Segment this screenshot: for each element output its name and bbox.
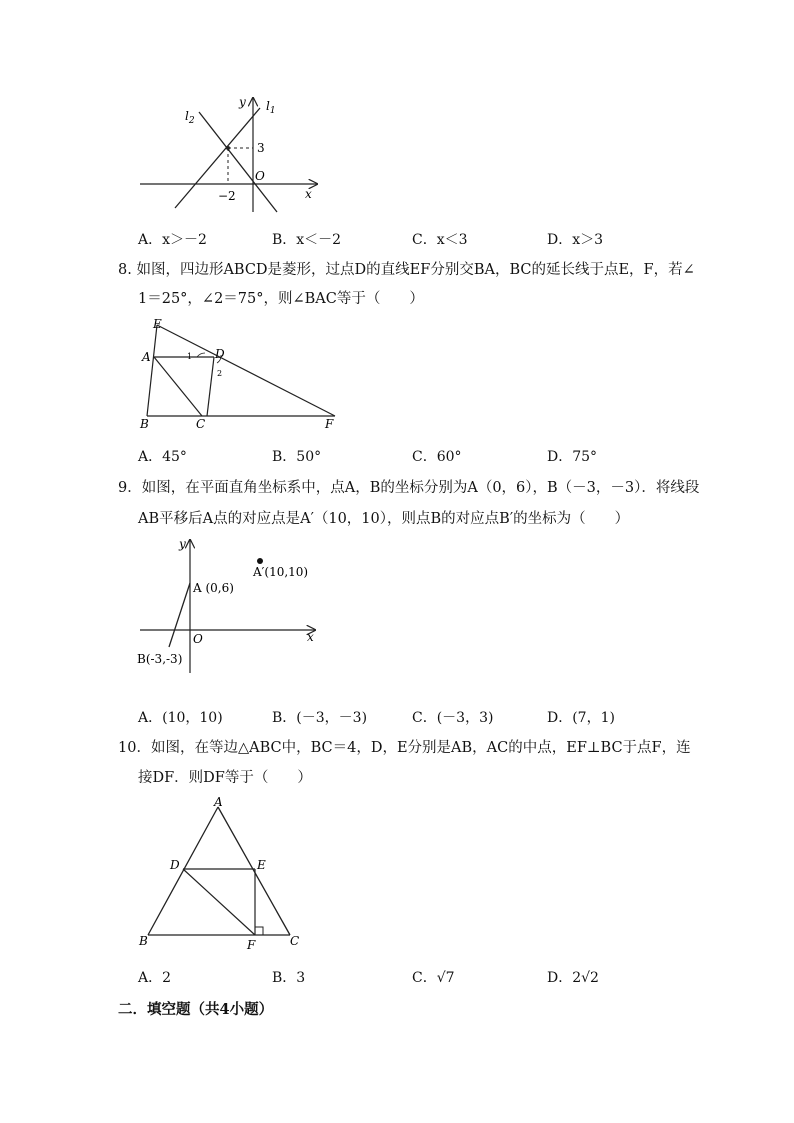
section-2-title: 二．填空题（共4小题） [118,1001,274,1018]
label-neg-two: −2 [218,189,236,203]
q7-option-a[interactable]: A．x＞－2 [138,232,207,248]
svg-text:F: F [247,938,256,952]
q7-figure [135,90,325,215]
q8-option-a[interactable]: A．45° [138,449,187,465]
q10-option-d[interactable]: D．2√2 [547,970,599,986]
q10-option-b[interactable]: B．3 [272,970,306,986]
q9-text-line2: AB平移后A点的对应点是A′（10，10），则点B的对应点B′的坐标为（ ） [138,511,630,527]
q10-figure [135,795,310,955]
q8-option-c[interactable]: C．60° [412,449,462,465]
svg-text:A: A [142,350,151,364]
label-l2: $l_2$ [185,109,195,126]
svg-text:B: B [139,934,148,948]
q9-option-d[interactable]: D．(7，1) [547,710,615,726]
q10-option-c[interactable]: C．√7 [412,970,455,986]
line-l2 [199,112,277,212]
svg-text:1: 1 [187,352,193,361]
svg-text:B(-3,-3): B(-3,-3) [137,652,183,666]
q8-option-d[interactable]: D．75° [547,449,598,465]
svg-text:C: C [290,934,300,948]
label-l1: $l_1$ [266,99,276,116]
q10-option-a[interactable]: A．2 [138,970,172,986]
svg-text:D: D [170,858,180,872]
q9-option-a[interactable]: A．(10，10) [138,710,223,726]
q9-option-b[interactable]: B．(－3，－3) [272,710,368,726]
q9-text-line1: 9．如图，在平面直角坐标系中，点A，B的坐标分别为A（0，6），B（－3，－3）．将线段 [118,480,700,496]
label-origin: O [255,169,265,183]
q7-option-b[interactable]: B．x＜－2 [272,232,342,248]
svg-text:F: F [325,417,334,431]
svg-text:A: A [214,795,223,809]
q7-option-d[interactable]: D．x＞3 [547,232,604,248]
q9-option-c[interactable]: C．(－3，3) [412,710,494,726]
svg-text:x: x [307,630,314,644]
q8-text-line1: 8. 如图，四边形ABCD是菱形，过点D的直线EF分别交BA，BC的延长线于点E，F，若∠ [118,262,695,278]
intersection-point [226,146,230,150]
q8-figure [135,315,345,433]
label-three: 3 [257,141,265,155]
q10-text-line2: 接DF．则DF等于（ ） [138,770,312,786]
svg-text:D: D [215,347,225,361]
svg-text:A (0,6): A (0,6) [193,581,234,595]
svg-text:O: O [193,632,203,646]
svg-text:y: y [179,537,186,551]
svg-text:B: B [140,417,149,431]
svg-text:E: E [153,317,162,331]
q9-figure [135,535,325,675]
q8-text-line2: 1＝25°，∠2＝75°，则∠BAC等于（ ） [138,291,424,307]
svg-text:E: E [257,858,266,872]
q7-option-c[interactable]: C．x＜3 [412,232,468,248]
q10-text-line1: 10．如图，在等边△ABC中，BC＝4，D，E分别是AB，AC的中点，EF⊥BC于点F，连 [118,740,691,756]
label-y: y [239,95,246,109]
label-x: x [305,187,312,201]
svg-text:A′(10,10): A′(10,10) [253,565,309,579]
svg-text:2: 2 [217,369,223,378]
svg-text:C: C [196,417,206,431]
q8-option-b[interactable]: B．50° [272,449,322,465]
